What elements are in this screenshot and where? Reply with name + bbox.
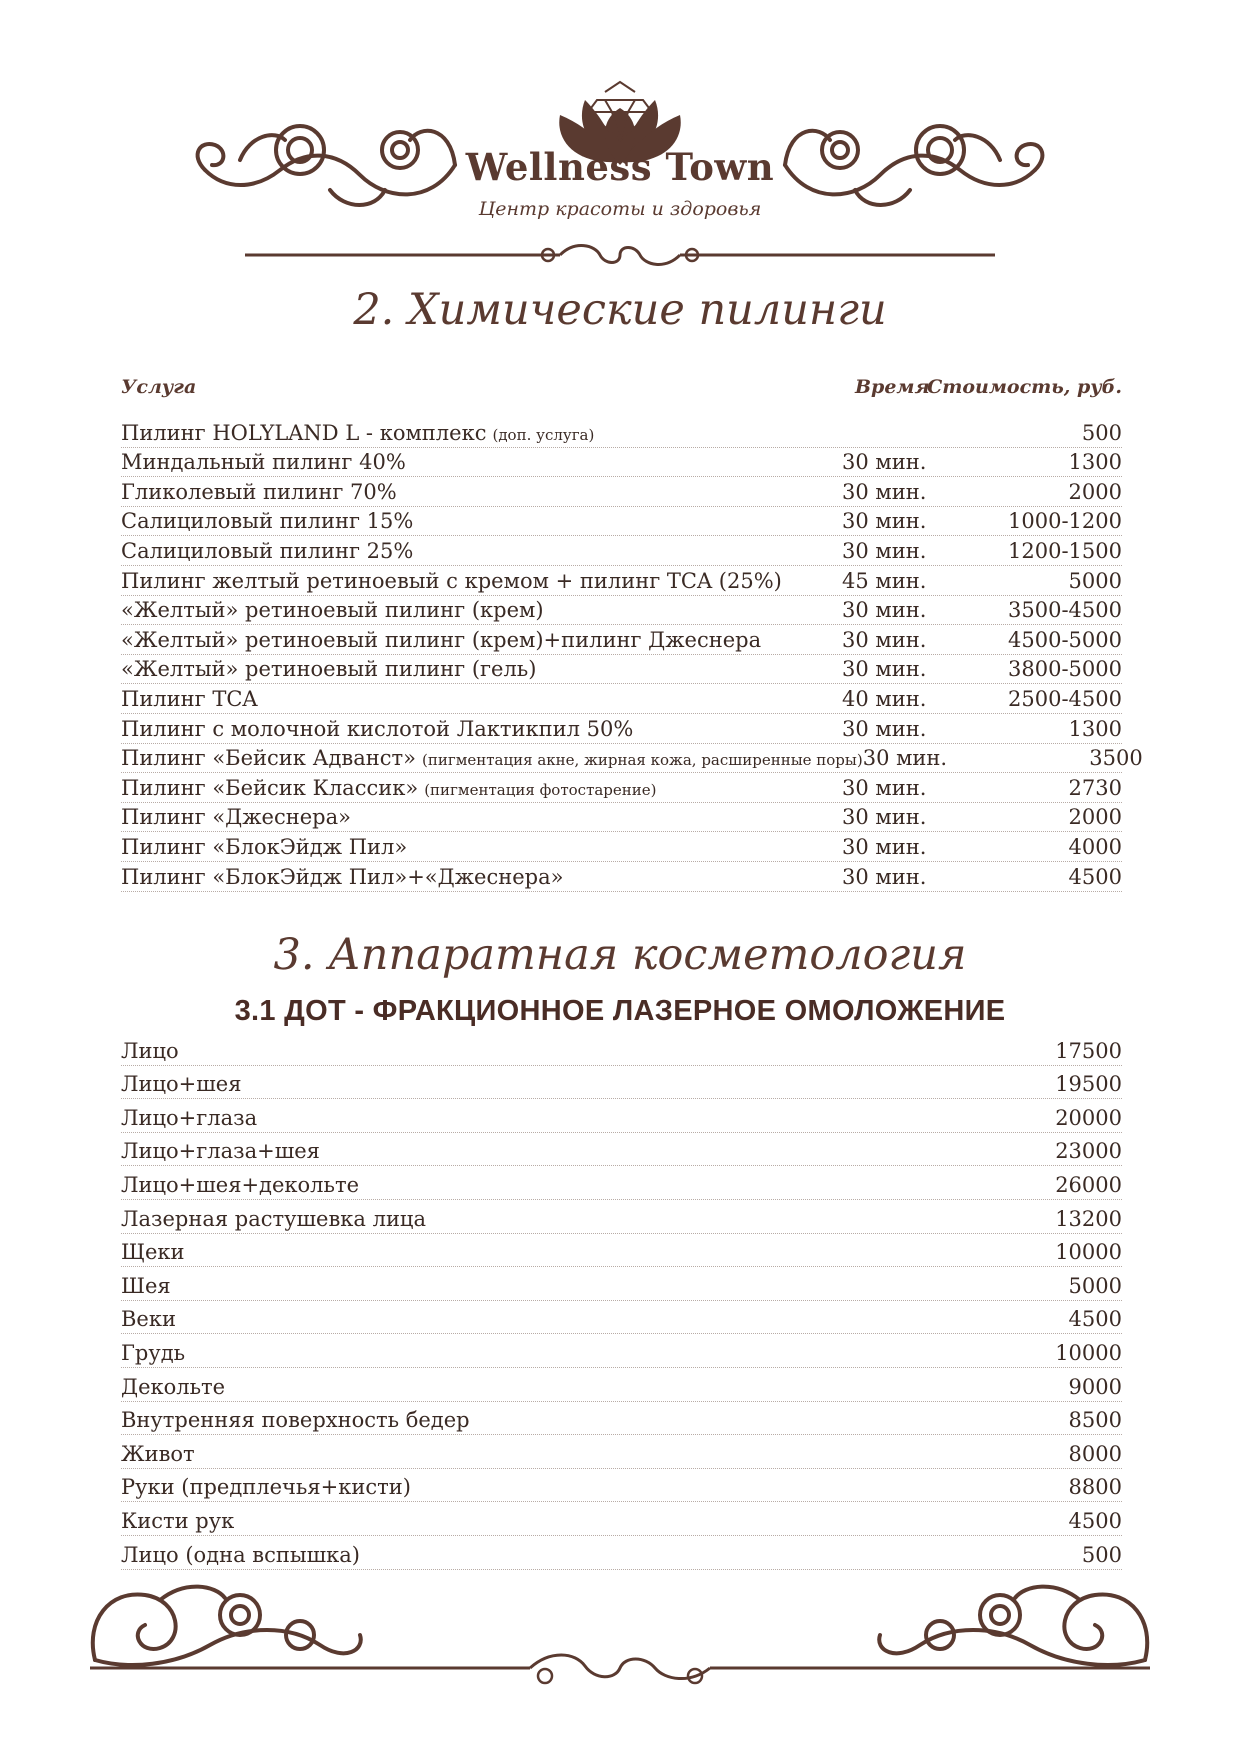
service-name: Гликолевый пилинг 70%	[121, 479, 397, 504]
service-name: Салициловый пилинг 15%	[121, 509, 414, 534]
table-row	[121, 477, 1122, 507]
service-price: 1000-1200	[1008, 509, 1122, 534]
service-name: «Желтый» ретиноевый пилинг (гель)	[121, 657, 537, 682]
service-price: 1300	[1068, 450, 1122, 475]
service-time: 30 мин.	[842, 657, 927, 682]
table-row	[121, 1502, 1122, 1536]
service-name: Шея	[121, 1273, 171, 1298]
service-name: Салициловый пилинг 25%	[121, 538, 414, 563]
table-row	[121, 862, 1122, 892]
table-row	[121, 1368, 1122, 1402]
service-name: Руки (предплечья+кисти)	[121, 1475, 411, 1500]
service-name: Пилинг «БлокЭйдж Пил»	[121, 834, 408, 859]
service-name: Пилинг «Бейсик Адванст» (пигментация акне, жирная кожа, расширенные поры)	[121, 746, 863, 771]
column-header-price: Стоимость, руб.	[927, 376, 1122, 398]
table-row	[121, 744, 1143, 774]
table-row	[121, 684, 1122, 714]
service-time: 30 мин.	[842, 538, 927, 563]
table-row	[121, 773, 1122, 803]
service-time: 30 мин.	[842, 479, 927, 504]
service-time: 30 мин.	[862, 746, 948, 771]
service-price: 5000	[1068, 1273, 1122, 1298]
service-note: (пигментация фотостарение)	[424, 780, 657, 799]
service-price: 9000	[1068, 1374, 1122, 1399]
service-name: Щеки	[121, 1240, 185, 1265]
service-time: 30 мин.	[842, 716, 927, 741]
service-name: Декольте	[121, 1374, 226, 1399]
service-time: 40 мин.	[842, 686, 927, 711]
table-row	[121, 1099, 1122, 1133]
service-name: Лицо+шея	[121, 1072, 242, 1097]
service-name: Пилинг «БлокЭйдж Пил»+«Джеснера»	[121, 864, 564, 889]
service-name: Лицо+глаза	[121, 1105, 258, 1130]
table-row	[121, 1402, 1122, 1436]
service-price: 8800	[1068, 1475, 1122, 1500]
table-row	[121, 1435, 1122, 1469]
service-time: 30 мин.	[842, 775, 927, 800]
service-time: 30 мин.	[842, 834, 927, 859]
table-row	[121, 507, 1122, 537]
table-row	[121, 832, 1122, 862]
service-price: 10000	[1055, 1240, 1122, 1265]
column-header-service: Услуга	[121, 376, 197, 398]
service-note: (пигментация акне, жирная кожа, расширенные поры)	[421, 751, 863, 770]
service-price: 8000	[1068, 1441, 1122, 1466]
service-name: Миндальный пилинг 40%	[121, 450, 406, 475]
table-row	[121, 448, 1122, 478]
service-time	[842, 445, 952, 447]
table-row	[121, 1066, 1122, 1100]
table-row	[121, 566, 1122, 596]
service-name: Внутренняя поверхность бедер	[121, 1408, 470, 1433]
service-name: Живот	[121, 1441, 195, 1466]
table-row	[121, 1267, 1122, 1301]
section-title: 2. Химические пилинги	[353, 285, 887, 335]
service-price: 17500	[1055, 1038, 1122, 1063]
service-name: «Желтый» ретиноевый пилинг (крем)	[121, 598, 544, 623]
table-row	[121, 1301, 1122, 1335]
service-name: Лицо	[121, 1038, 179, 1063]
service-name: Пилинг с молочной кислотой Лактикпил 50%	[121, 716, 634, 741]
table-row	[121, 655, 1122, 685]
service-price: 20000	[1055, 1105, 1122, 1130]
service-time: 30 мин.	[842, 598, 927, 623]
service-name: Лазерная растушевка лица	[121, 1206, 426, 1231]
service-name: Пилинг TCA	[121, 686, 258, 711]
service-price: 2500-4500	[1008, 686, 1122, 711]
service-time: 30 мин.	[842, 627, 927, 652]
service-time: 45 мин.	[842, 568, 927, 593]
brand-tagline: Центр красоты и здоровья	[478, 198, 762, 220]
table-row	[121, 625, 1122, 655]
service-price: 3800-5000	[1008, 657, 1122, 682]
table-row	[121, 1133, 1122, 1167]
table-row	[121, 1469, 1122, 1503]
service-price: 2000	[1068, 805, 1122, 830]
service-price: 4500	[1068, 1508, 1122, 1533]
service-name: Лицо+шея+декольте	[121, 1172, 360, 1197]
table-row	[121, 803, 1122, 833]
peels-price-table	[121, 418, 1143, 892]
table-row	[121, 1032, 1122, 1066]
service-time: 30 мин.	[842, 450, 927, 475]
service-name: Пилинг желтый ретиноевый с кремом + пилинг TCA (25%)	[121, 568, 782, 593]
service-price: 26000	[1055, 1172, 1122, 1197]
service-name: Кисти рук	[121, 1508, 235, 1533]
service-name: Лицо (одна вспышка)	[121, 1542, 360, 1567]
service-price: 23000	[1055, 1139, 1122, 1164]
service-price: 2730	[1068, 775, 1122, 800]
service-price: 8500	[1068, 1408, 1122, 1433]
service-price: 4000	[1068, 834, 1122, 859]
table-row	[121, 1234, 1122, 1268]
service-name: Пилинг «Бейсик Классик» (пигментация фотостарение)	[121, 775, 657, 800]
service-price: 2000	[1068, 479, 1122, 504]
service-price: 500	[1081, 420, 1122, 445]
table-row	[121, 1334, 1122, 1368]
service-name: Грудь	[121, 1340, 186, 1365]
service-name: Веки	[121, 1307, 176, 1332]
service-price: 19500	[1055, 1072, 1122, 1097]
service-price: 10000	[1055, 1340, 1122, 1365]
section-title: 3. Аппаратная косметология	[273, 930, 967, 980]
service-price: 500	[1081, 1542, 1122, 1567]
service-name: Пилинг «Джеснера»	[121, 805, 351, 830]
service-time: 30 мин.	[842, 864, 927, 889]
table-row	[121, 1200, 1122, 1234]
service-name: Пилинг HOLYLAND L - комплекс (доп. услуга)	[121, 420, 595, 445]
table-row	[121, 596, 1122, 626]
table-row	[121, 536, 1122, 566]
service-price: 3500	[1089, 746, 1143, 771]
service-time: 30 мин.	[842, 805, 927, 830]
subsection-title: 3.1 ДОТ - ФРАКЦИОННОЕ ЛАЗЕРНОЕ ОМОЛОЖЕНИЕ	[234, 995, 1006, 1027]
footer-ornament	[0, 1565, 1240, 1695]
table-row	[121, 418, 1122, 448]
service-name: Лицо+глаза+шея	[121, 1139, 320, 1164]
service-time: 30 мин.	[842, 509, 927, 534]
table-row	[121, 714, 1122, 744]
service-price: 5000	[1068, 568, 1122, 593]
service-price: 4500-5000	[1008, 627, 1122, 652]
service-note: (доп. услуга)	[492, 425, 595, 444]
service-price: 13200	[1055, 1206, 1122, 1231]
service-price: 3500-4500	[1008, 598, 1122, 623]
service-price: 1200-1500	[1008, 538, 1122, 563]
laser-price-table	[121, 1032, 1122, 1570]
service-price: 1300	[1068, 716, 1122, 741]
brand-name: Wellness Town	[465, 145, 775, 189]
service-name: «Желтый» ретиноевый пилинг (крем)+пилинг Джеснера	[121, 627, 762, 652]
column-header-time: Время	[855, 376, 930, 398]
table-row	[121, 1166, 1122, 1200]
service-price: 4500	[1068, 1307, 1122, 1332]
service-price: 4500	[1068, 864, 1122, 889]
